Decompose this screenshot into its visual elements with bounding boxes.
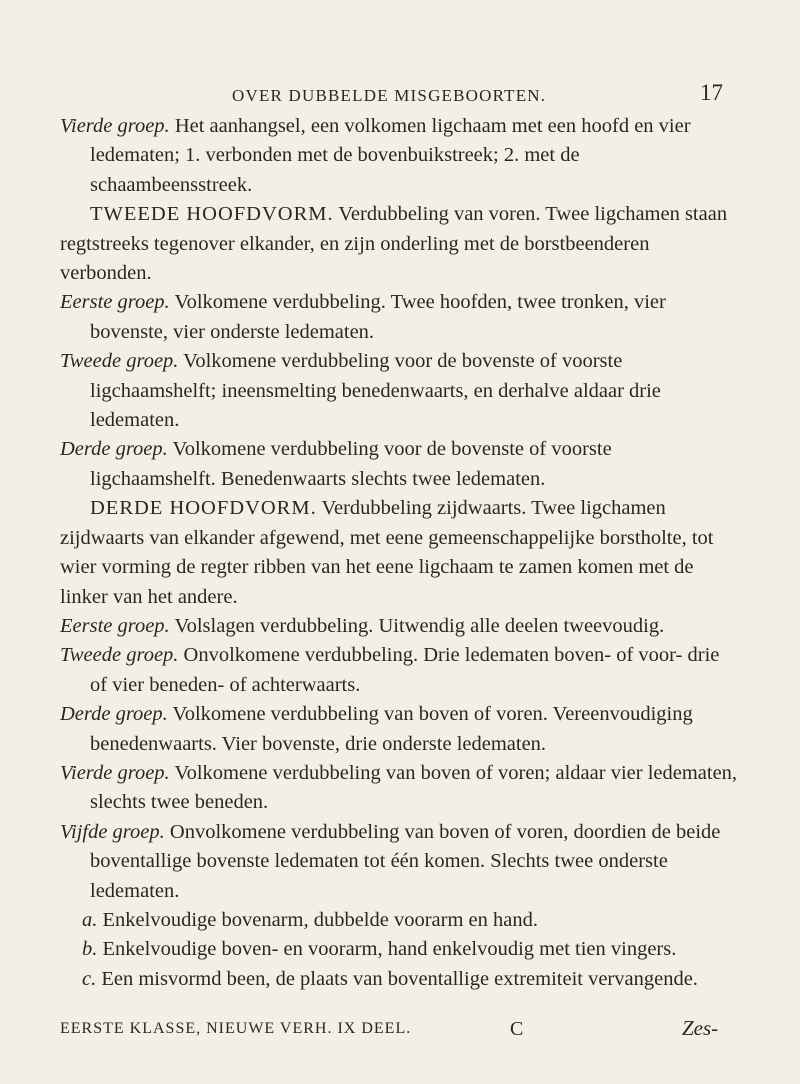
paragraph — [60, 288, 740, 347]
paragraph-text: Een misvormd been, de plaats van boventallige extremiteit vervangende. — [96, 967, 698, 990]
paragraph-text: Volkomene verdubbeling voor de bovenste of voorste ligchaamshelft; ineensmelting benedenwaarts, en derhalve aldaar drie ledematen. — [90, 350, 661, 432]
sub-item-letter: b. — [82, 938, 98, 961]
group-heading: Tweede groep. — [60, 644, 179, 667]
paragraph — [60, 818, 740, 906]
paragraph-text: Verdubbeling van voren. Twee ligchamen staan regtstreeks tegenover elkander, en zijn onderling met de borstbeenderen verbonden. — [60, 203, 728, 285]
paragraph-text: Volkomene verdubbeling voor de bovenste of voorste ligchaamshelft. Benedenwaarts slechts twee ledematen. — [90, 438, 612, 490]
paragraph-text: Volkomene verdubbeling van boven of voren. Vereenvoudiging benedenwaarts. Vier bovenste, drie onderste ledematen. — [90, 703, 693, 755]
paragraph — [60, 759, 740, 818]
section-heading: TWEEDE HOOFDVORM. — [90, 203, 334, 226]
paragraph-text: Volslagen verdubbeling. Uitwendig alle deelen tweevoudig. — [169, 614, 665, 637]
sub-item — [60, 965, 740, 994]
paragraph-text: Enkelvoudige boven- en voorarm, hand enkelvoudig met tien vingers. — [97, 938, 677, 961]
paragraph-text: Verdubbeling zijdwaarts. Twee ligchamen zijdwaarts van elkander afgewend, met eene gemeenschappelijke borstholte, tot wier vorming de regter ribben van het eene ligchaam te zamen komen met de linker van het andere. — [60, 497, 714, 608]
section-heading: DERDE HOOFDVORM. — [90, 497, 317, 520]
running-head: OVER DUBBELDE MISGEBOORTEN. — [232, 86, 547, 105]
paragraph — [60, 112, 740, 200]
group-heading: Eerste groep. — [60, 614, 170, 637]
sub-item-letter: a. — [82, 908, 98, 931]
group-heading: Vijfde groep. — [60, 820, 165, 843]
group-heading: Vierde groep. — [60, 115, 170, 137]
paragraph-text: Onvolkomene verdubbeling. Drie ledematen boven- of voor- drie of vier beneden- of achterwaarts. — [90, 644, 720, 696]
sub-item — [60, 935, 740, 964]
sub-item — [60, 906, 740, 935]
signature-mark: C — [510, 1018, 525, 1040]
series-line: EERSTE KLASSE, NIEUWE VERH. IX DEEL. — [60, 1020, 412, 1037]
paragraph — [60, 347, 740, 435]
paragraph — [60, 612, 740, 641]
group-heading: Derde groep. — [60, 703, 168, 726]
sub-item-letter: c. — [82, 967, 97, 990]
catchword: Zes- — [682, 1016, 719, 1040]
page-footer — [60, 1016, 740, 1040]
paragraph-text: Volkomene verdubbeling. Twee hoofden, twee tronken, vier bovenste, vier onderste ledematen. — [90, 291, 666, 343]
paragraph — [60, 200, 740, 288]
page-number: 17 — [700, 80, 723, 105]
paragraph-text: Het aanhangsel, een volkomen ligchaam met een hoofd en vier ledematen; 1. verbonden met de bovenbuikstreek; 2. met de schaambeensstreek. — [90, 115, 691, 196]
group-heading: Vierde groep. — [60, 761, 170, 784]
paragraph — [60, 700, 740, 759]
group-heading: Eerste groep. — [60, 291, 170, 314]
paragraph-text: Volkomene verdubbeling van boven of voren; aldaar vier ledematen, slechts twee beneden. — [90, 761, 738, 814]
paragraph-text: Enkelvoudige bovenarm, dubbelde voorarm en hand. — [97, 908, 538, 931]
group-heading: Derde groep. — [60, 438, 168, 461]
paragraph — [60, 435, 740, 494]
paragraph — [60, 641, 740, 700]
paragraph-text: Onvolkomene verdubbeling van boven of voren, doordien de beide boventallige bovenste ledematen tot één komen. Slechts twee onderste ledematen. — [90, 820, 721, 902]
body-text — [60, 112, 740, 994]
paragraph — [60, 494, 740, 612]
group-heading: Tweede groep. — [60, 350, 179, 373]
